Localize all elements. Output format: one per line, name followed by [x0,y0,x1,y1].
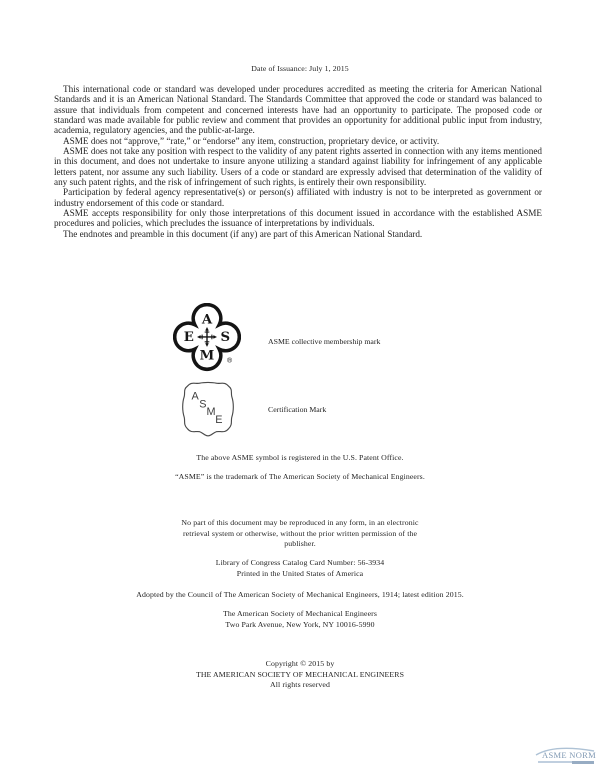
cert-letter-e: E [215,413,223,426]
reproduction-line-2: retrieval system or otherwise, without the prior written permission of the [182,528,418,538]
registered-trademark-symbol: ® [226,356,233,365]
publisher-name: The American Society of Mechanical Engineers [223,609,377,618]
paragraph-endnotes: The endnotes and preamble in this document (if any) are part of this American National Standard. [63,228,423,239]
date-of-issuance: Date of Issuance: July 1, 2015 [251,64,349,73]
copyright-line-3: All rights reserved [270,680,330,689]
cert-letter-m: M [206,406,216,419]
asme-norm-watermark [536,746,596,770]
reproduction-notice [0,518,600,550]
body-paragraphs [54,84,542,239]
cert-letter-s: S [199,398,207,411]
clover-letter-s: S [220,330,231,346]
copyright-line-2: THE AMERICAN SOCIETY OF MECHANICAL ENGINEERS [195,669,405,679]
paragraph-participation: Participation by federal agency representative(s) or person(s) affiliated with industry is not to be interpreted as government or industry endorsement of this code or standard. [54,187,542,208]
library-of-congress-number: Library of Congress Catalog Card Number: 56-3934 [215,558,385,567]
certification-mark-label: Certification Mark [268,405,327,414]
patent-office-notice: The above ASME symbol is registered in the U.S. Patent Office. [196,453,404,462]
catalog-block [0,558,600,579]
cert-letter-a: A [191,390,199,403]
certification-mark-icon [177,379,239,439]
trademark-notice: “ASME” is the trademark of The American Society of Mechanical Engineers. [175,472,425,481]
clover-letter-m: M [199,348,215,364]
paragraph-no-endorsement: ASME does not “approve,” “rate,” or “endorse” any item, construction, proprietary device, or activity. [63,135,440,146]
clover-letter-e: E [183,330,194,346]
paragraph-interpretations: ASME accepts responsibility for only those interpretations of this document issued in accordance with the established ASME procedures and policies, which precludes the issuance of interpretations by individuals. [54,208,542,229]
reproduction-line-1: No part of this document may be reproduced in any form, in an electronic [181,518,419,527]
membership-mark-label: ASME collective membership mark [268,337,381,346]
copyright-block [0,659,600,691]
paragraph-patent-rights: ASME does not take any position with respect to the validity of any patent rights asserted in connection with any items mentioned in this document, and does not undertake to insure anyone utilizing a standard against liability for infringement of any applicable letters patent, nor assume any such liability. Users of a code or standard are expressly advised that determination of the validity of any such patent rights, and the risk of infringement of such rights, is entirely their own responsibility. [54,146,542,188]
paragraph-accreditation: This international code or standard was developed under procedures accredited as meeting the criteria for American National Standards and it is an American National Standard. The Standards Committee that approved the code or standard was balanced to assure that individuals from competent and concerned interests have had an opportunity to participate. The proposed code or standard was made available for public review and comment that provides an opportunity for additional public input from industry, academia, regulatory agencies, and the public-at-large. [54,84,542,136]
watermark-subtext-tag [572,761,594,764]
printed-in-usa: Printed in the United States of America [236,568,364,578]
asme-clover-logo-icon [173,303,241,373]
publisher-block [0,609,600,630]
reproduction-line-3: publisher. [284,539,316,548]
adoption-notice: Adopted by the Council of The American Society of Mechanical Engineers, 1914; latest edition 2015. [136,590,464,599]
certification-mark [177,379,239,444]
publisher-address: Two Park Avenue, New York, NY 10016-5990 [225,619,375,629]
copyright-line-1: Copyright © 2015 by [265,659,335,668]
clover-letter-a: A [201,312,213,328]
membership-mark [173,303,241,378]
watermark-text: ASME NORM [542,750,596,760]
